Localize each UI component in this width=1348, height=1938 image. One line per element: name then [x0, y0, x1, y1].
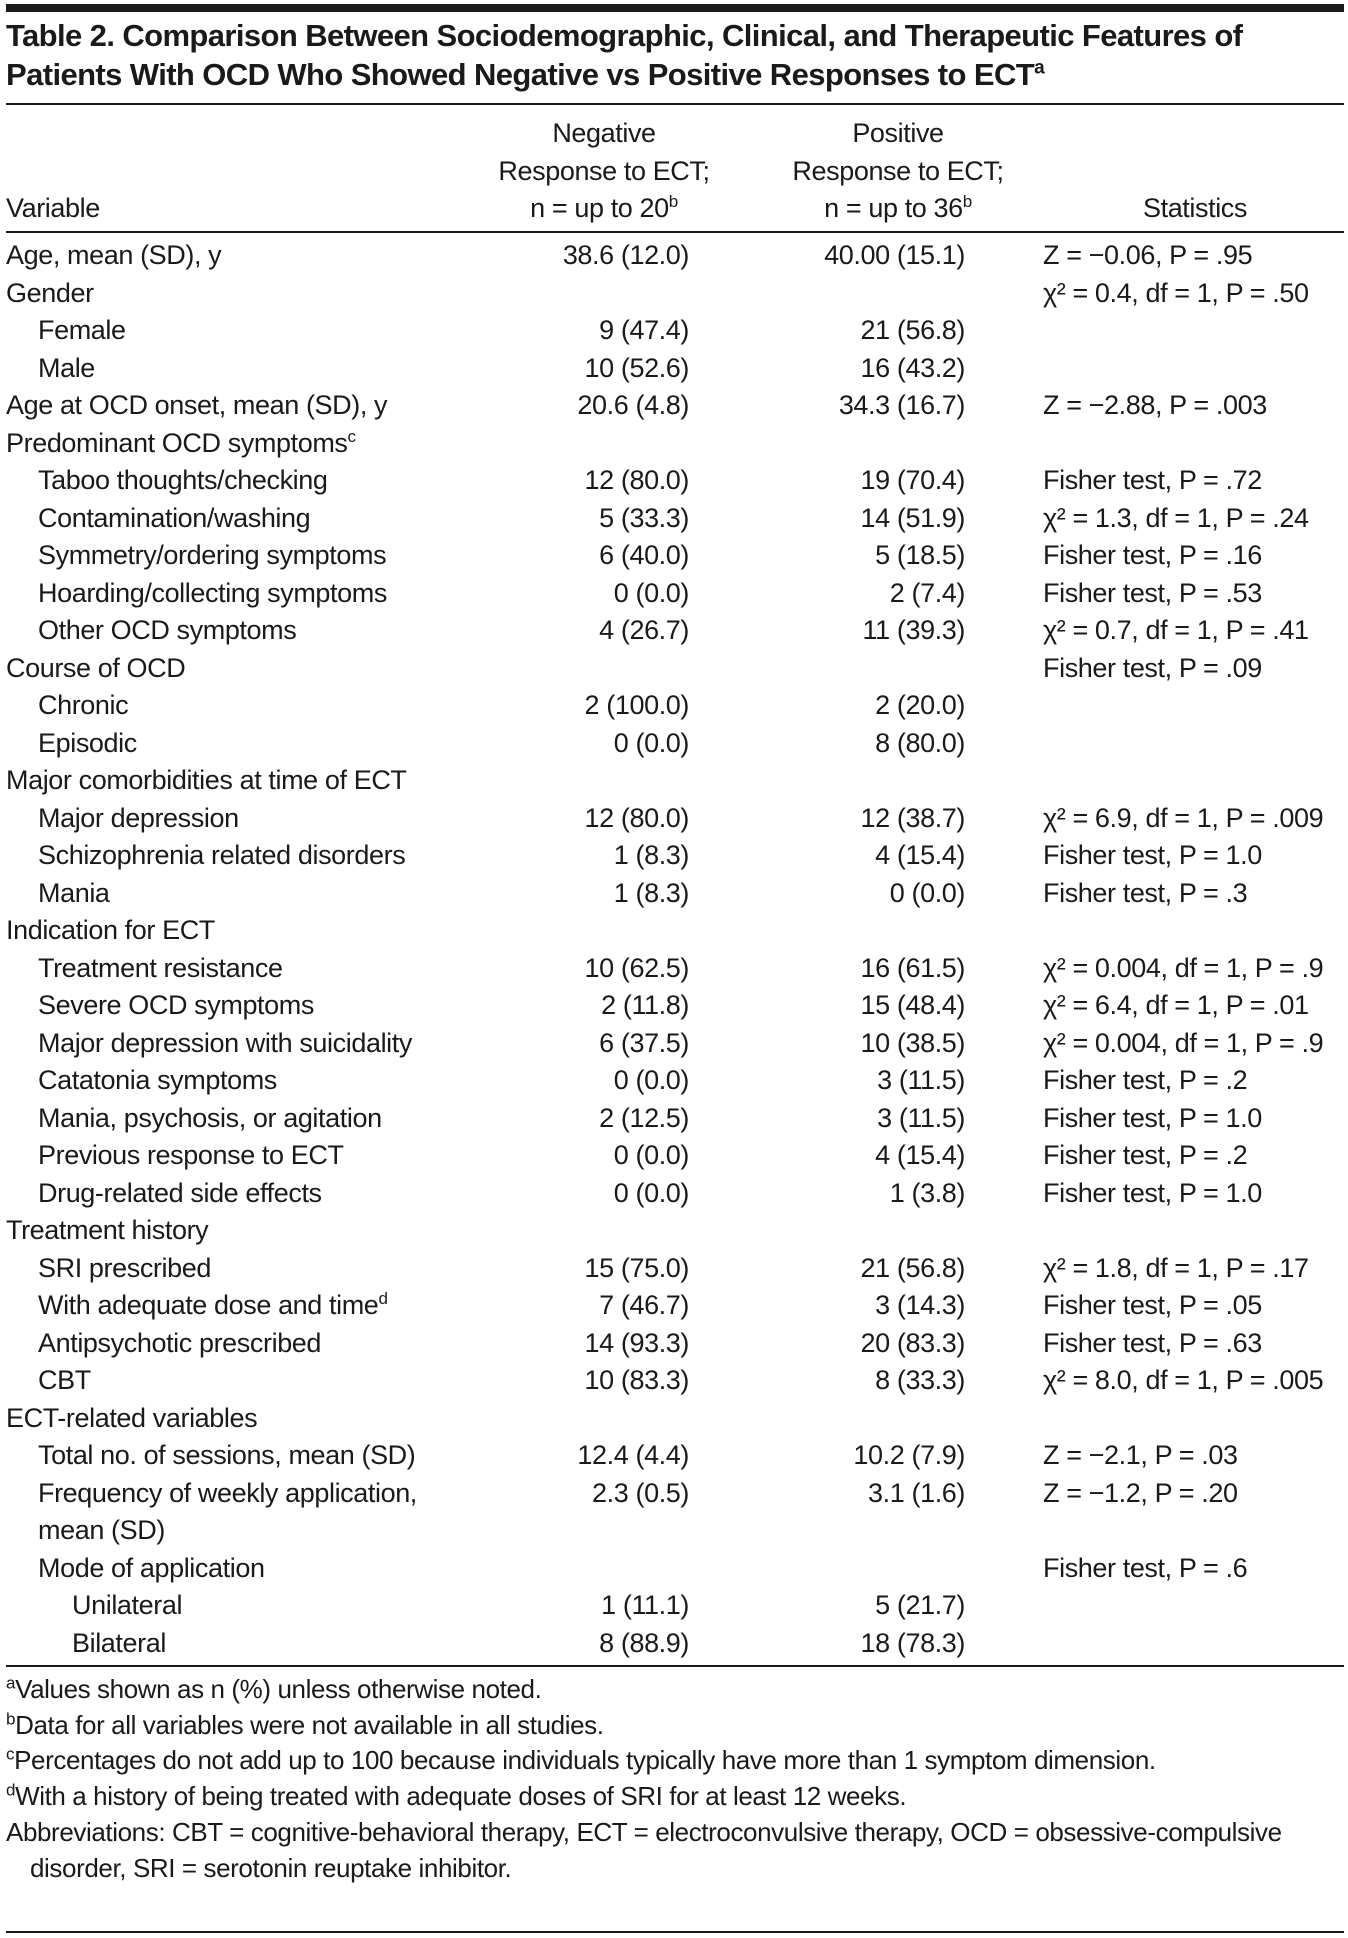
- positive-response-value: 0 (0.0): [889, 877, 965, 908]
- row-label-text: Taboo thoughts/checking: [38, 465, 328, 495]
- row-label: [38, 987, 314, 1025]
- row-label: [38, 575, 387, 613]
- table-row: [0, 462, 1348, 500]
- row-label-text: Drug-related side effects: [38, 1177, 322, 1208]
- row-label: [38, 462, 328, 500]
- negative-response-value: 12 (80.0): [584, 465, 689, 495]
- statistics-value: χ² = 0.7, df = 1, P = .41: [1043, 615, 1309, 645]
- row-label-text: Antipsychotic prescribed: [38, 1327, 322, 1358]
- row-label: [38, 1175, 322, 1213]
- table-row: [0, 1362, 1348, 1400]
- row-label: [6, 237, 221, 275]
- row-label: [38, 1475, 458, 1550]
- footnote: [6, 1708, 1336, 1744]
- negative-response-value: 1 (8.3): [613, 877, 689, 908]
- row-label-text: Major depression with suicidality: [38, 1027, 412, 1058]
- negative-response-value: 10 (83.3): [584, 1365, 689, 1395]
- footnote-text: Percentages do not add up to 100 because individuals typically have more than 1 symptom dimension.: [14, 1745, 1156, 1776]
- row-label: [38, 1250, 211, 1288]
- header-variable: Variable: [6, 193, 100, 223]
- positive-response-value: 16 (43.2): [860, 352, 965, 383]
- row-label: [38, 837, 405, 875]
- table-row: [0, 1287, 1348, 1325]
- table-row: [0, 1137, 1348, 1175]
- footnote-mark: a: [6, 1673, 16, 1693]
- table-row: [0, 1437, 1348, 1475]
- positive-response-value: 5 (21.7): [875, 1590, 965, 1620]
- footnote: [6, 1779, 1336, 1815]
- positive-response-value: 1 (3.8): [889, 1177, 965, 1208]
- statistics-value: Fisher test, P = .6: [1043, 1552, 1248, 1583]
- title-text: Table 2. Comparison Between Sociodemographic, Clinical, and Therapeutic Features of Patients With OCD Who Showed Negative vs Positive Responses to ECT: [6, 18, 1243, 92]
- statistics-value: χ² = 6.9, df = 1, P = .009: [1043, 802, 1324, 833]
- row-label: [6, 387, 387, 425]
- table-row: [0, 1587, 1348, 1625]
- statistics-value: Fisher test, P = .63: [1043, 1327, 1262, 1358]
- table-row: [0, 1025, 1348, 1063]
- table-row: [0, 500, 1348, 538]
- header-negative-line1: Negative: [552, 118, 656, 148]
- positive-response-value: 21 (56.8): [860, 1252, 965, 1283]
- negative-response-value: 14 (93.3): [584, 1327, 689, 1358]
- row-label-text: Schizophrenia related disorders: [38, 840, 406, 870]
- negative-response-value: 0 (0.0): [613, 727, 689, 758]
- footnote-text: Values shown as n (%) unless otherwise noted.: [15, 1674, 542, 1704]
- row-label: [72, 1625, 166, 1663]
- table-row: [0, 875, 1348, 913]
- statistics-value: Fisher test, P = .05: [1043, 1290, 1262, 1320]
- row-label-text: Catatonia symptoms: [38, 1065, 277, 1095]
- table-row: [0, 1250, 1348, 1288]
- statistics-value: χ² = 0.4, df = 1, P = .50: [1043, 277, 1309, 308]
- positive-response-value: 34.3 (16.7): [838, 390, 965, 420]
- negative-response-value: 2.3 (0.5): [592, 1477, 689, 1508]
- row-label-text: SRI prescribed: [38, 1252, 211, 1283]
- table-row: [0, 1100, 1348, 1138]
- footnote: [6, 1672, 1336, 1708]
- positive-response-value: 16 (61.5): [860, 952, 965, 983]
- header-negative-line2: Response to ECT;: [498, 155, 710, 186]
- positive-response-value: 2 (7.4): [889, 577, 965, 608]
- row-label-text: Total no. of sessions, mean (SD): [38, 1440, 416, 1470]
- header-positive-n: n = up to 36: [824, 193, 963, 223]
- negative-response-value: 6 (37.5): [599, 1027, 689, 1058]
- table-row: [0, 1625, 1348, 1663]
- positive-response-value: 19 (70.4): [860, 465, 965, 495]
- row-label-text: Mania, psychosis, or agitation: [38, 1102, 382, 1133]
- footnote-text: Data for all variables were not available in all studies.: [15, 1709, 604, 1740]
- positive-response-value: 15 (48.4): [860, 990, 965, 1020]
- title-footnote-mark: a: [1034, 57, 1045, 79]
- negative-response-value: 9 (47.4): [599, 315, 689, 345]
- table-row: [0, 237, 1348, 275]
- row-label: [38, 687, 128, 725]
- row-label: [6, 1400, 257, 1438]
- statistics-value: Fisher test, P = 1.0: [1043, 1102, 1262, 1133]
- row-label: [38, 1100, 382, 1138]
- row-label: [38, 1287, 388, 1325]
- table-row: [0, 687, 1348, 725]
- negative-response-value: 6 (40.0): [599, 540, 689, 570]
- statistics-value: Fisher test, P = .16: [1043, 540, 1262, 570]
- row-label-text: Chronic: [38, 690, 129, 720]
- footnote-text: Abbreviations: CBT = cognitive-behavioral therapy, ECT = electroconvulsive therapy, OCD = obsessive-compulsive disorder, SRI = serotonin reuptake inhibitor.: [6, 1816, 1282, 1883]
- negative-response-value: 8 (88.9): [599, 1627, 689, 1658]
- positive-response-value: 4 (15.4): [875, 840, 965, 870]
- positive-response-value: 3.1 (1.6): [868, 1477, 965, 1508]
- header-negative-n: n = up to 20: [530, 193, 669, 223]
- row-label-text: Treatment resistance: [38, 952, 283, 983]
- positive-response-value: 3 (11.5): [877, 1065, 965, 1095]
- table-row: [0, 612, 1348, 650]
- row-label: [38, 1437, 415, 1475]
- negative-response-value: 0 (0.0): [613, 1177, 689, 1208]
- table-row: [0, 1325, 1348, 1363]
- row-label-text: Symmetry/ordering symptoms: [38, 540, 387, 570]
- negative-response-value: 2 (12.5): [599, 1102, 689, 1133]
- negative-response-value: 10 (62.5): [584, 952, 689, 983]
- footnote-mark: d: [6, 1780, 16, 1800]
- footnote-text: With a history of being treated with adequate doses of SRI for at least 12 weeks.: [15, 1781, 907, 1812]
- table-row: [0, 837, 1348, 875]
- statistics-value: χ² = 8.0, df = 1, P = .005: [1043, 1365, 1324, 1395]
- row-label-text: Age, mean (SD), y: [6, 240, 222, 270]
- table-row: [0, 1175, 1348, 1213]
- statistics-value: χ² = 1.3, df = 1, P = .24: [1043, 502, 1309, 533]
- header-rule: [6, 231, 1344, 233]
- row-label: [38, 1025, 412, 1063]
- row-label-text: Bilateral: [72, 1627, 166, 1658]
- positive-response-value: 4 (15.4): [875, 1140, 965, 1170]
- row-label: [38, 500, 310, 538]
- row-label: [38, 1062, 277, 1100]
- title-rule: [6, 103, 1344, 105]
- row-label-text: Other OCD symptoms: [38, 615, 297, 645]
- row-label-text: Mode of application: [38, 1552, 265, 1583]
- statistics-value: Fisher test, P = 1.0: [1043, 1177, 1262, 1208]
- row-label: [6, 275, 94, 313]
- table-row: [0, 987, 1348, 1025]
- negative-response-value: 0 (0.0): [613, 1065, 689, 1095]
- row-label-text: Contamination/washing: [38, 502, 311, 533]
- table-title: [6, 16, 1346, 94]
- negative-response-value: 38.6 (12.0): [562, 240, 689, 270]
- footnote-mark: c: [347, 426, 356, 446]
- negative-response-value: 7 (46.7): [599, 1290, 689, 1320]
- table-row: [0, 312, 1348, 350]
- negative-response-value: 5 (33.3): [599, 502, 689, 533]
- statistics-value: χ² = 6.4, df = 1, P = .01: [1043, 990, 1309, 1020]
- footnote-mark: b: [6, 1709, 16, 1729]
- row-label: [38, 800, 239, 838]
- table-row: [0, 800, 1348, 838]
- table-row: [0, 762, 1348, 800]
- row-label: [6, 425, 356, 463]
- row-label-text: Hoarding/collecting symptoms: [38, 577, 387, 608]
- row-label: [38, 1137, 344, 1175]
- row-label-text: Frequency of weekly application, mean (SD): [38, 1477, 417, 1545]
- header-positive: [778, 115, 1018, 228]
- row-label: [6, 650, 185, 688]
- statistics-value: χ² = 0.004, df = 1, P = .9: [1043, 1027, 1324, 1058]
- row-label-text: Previous response to ECT: [38, 1140, 344, 1170]
- negative-response-value: 0 (0.0): [613, 1140, 689, 1170]
- statistics-value: Fisher test, P = .09: [1043, 652, 1262, 683]
- footnotes: [6, 1672, 1336, 1886]
- statistics-value: Fisher test, P = .72: [1043, 465, 1262, 495]
- statistics-value: Fisher test, P = 1.0: [1043, 840, 1262, 870]
- row-label: [38, 875, 110, 913]
- table-row: [0, 387, 1348, 425]
- bottom-rule: [6, 1931, 1344, 1933]
- row-label-text: Severe OCD symptoms: [38, 990, 314, 1020]
- row-label-text: Course of OCD: [6, 652, 186, 683]
- row-label-text: Male: [38, 352, 95, 383]
- footnote-mark: c: [6, 1744, 15, 1764]
- negative-response-value: 10 (52.6): [584, 352, 689, 383]
- row-label-text: ECT-related variables: [6, 1402, 258, 1433]
- row-label: [38, 1362, 91, 1400]
- negative-response-value: 15 (75.0): [584, 1252, 689, 1283]
- statistics-value: Fisher test, P = .53: [1043, 577, 1262, 608]
- row-label: [38, 1550, 265, 1588]
- positive-response-value: 8 (33.3): [875, 1365, 965, 1395]
- row-label: [38, 725, 137, 763]
- header-positive-line2: Response to ECT;: [792, 155, 1004, 186]
- top-rule: [6, 4, 1344, 12]
- table-row: [0, 275, 1348, 313]
- table-row: [0, 1550, 1348, 1588]
- table-row: [0, 725, 1348, 763]
- statistics-value: Fisher test, P = .3: [1043, 877, 1248, 908]
- row-label: [38, 1325, 321, 1363]
- statistics-value: Z = −1.2, P = .20: [1043, 1477, 1238, 1508]
- positive-response-value: 14 (51.9): [860, 502, 965, 533]
- negative-response-value: 1 (11.1): [601, 1590, 689, 1620]
- table-row: [0, 1212, 1348, 1250]
- positive-response-value: 40.00 (15.1): [824, 240, 965, 270]
- row-label-text: Treatment history: [6, 1215, 209, 1245]
- table-row: [0, 575, 1348, 613]
- table-row: [0, 650, 1348, 688]
- footnote-mark: b: [962, 192, 972, 211]
- table-row: [0, 350, 1348, 388]
- table-row: [0, 1062, 1348, 1100]
- row-label-text: CBT: [38, 1365, 91, 1395]
- negative-response-value: 1 (8.3): [613, 840, 689, 870]
- table-row: [0, 950, 1348, 988]
- positive-response-value: 20 (83.3): [860, 1327, 965, 1358]
- table-row: [0, 912, 1348, 950]
- row-label-text: Major depression: [38, 802, 239, 833]
- row-label-text: Major comorbidities at time of ECT: [6, 765, 407, 795]
- statistics-value: Fisher test, P = .2: [1043, 1065, 1248, 1095]
- statistics-value: χ² = 1.8, df = 1, P = .17: [1043, 1252, 1309, 1283]
- row-label: [72, 1587, 182, 1625]
- row-label: [6, 762, 407, 800]
- positive-response-value: 11 (39.3): [862, 615, 965, 645]
- positive-response-value: 10.2 (7.9): [853, 1440, 965, 1470]
- table-body: [0, 237, 1348, 1662]
- row-label-text: Female: [38, 315, 126, 345]
- row-label-text: Mania: [38, 877, 110, 908]
- positive-response-value: 18 (78.3): [860, 1627, 965, 1658]
- row-label-text: Unilateral: [72, 1590, 183, 1620]
- row-label: [38, 350, 95, 388]
- table-row: [0, 425, 1348, 463]
- row-label-text: With adequate dose and time: [38, 1290, 379, 1320]
- row-label: [38, 537, 386, 575]
- row-label-text: Gender: [6, 277, 94, 308]
- footnote: [6, 1815, 1336, 1886]
- positive-response-value: 3 (14.3): [875, 1290, 965, 1320]
- negative-response-value: 2 (11.8): [601, 990, 689, 1020]
- statistics-value: Z = −2.1, P = .03: [1043, 1440, 1238, 1470]
- table-bottom-rule: [6, 1665, 1344, 1667]
- statistics-value: Z = −0.06, P = .95: [1043, 240, 1253, 270]
- positive-response-value: 10 (38.5): [860, 1027, 965, 1058]
- statistics-value: Z = −2.88, P = .003: [1043, 390, 1267, 420]
- row-label-text: Predominant OCD symptoms: [6, 427, 348, 458]
- positive-response-value: 5 (18.5): [875, 540, 965, 570]
- table-row: [0, 537, 1348, 575]
- header-positive-line1: Positive: [852, 118, 944, 148]
- header-negative: [484, 115, 724, 228]
- row-label: [6, 1212, 208, 1250]
- statistics-value: χ² = 0.004, df = 1, P = .9: [1043, 952, 1324, 983]
- header-statistics: Statistics: [1142, 193, 1248, 223]
- negative-response-value: 4 (26.7): [599, 615, 689, 645]
- negative-response-value: 12 (80.0): [584, 802, 689, 833]
- footnote: [6, 1743, 1336, 1779]
- positive-response-value: 3 (11.5): [877, 1102, 965, 1133]
- header-negative-line3: [484, 190, 724, 228]
- footnote-mark: b: [668, 192, 678, 211]
- row-label-text: Age at OCD onset, mean (SD), y: [6, 390, 388, 420]
- row-label-text: Indication for ECT: [6, 915, 215, 945]
- footnote-mark: d: [378, 1289, 388, 1308]
- negative-response-value: 0 (0.0): [613, 577, 689, 608]
- table-row: [0, 1400, 1348, 1438]
- positive-response-value: 2 (20.0): [875, 690, 965, 720]
- negative-response-value: 20.6 (4.8): [577, 390, 689, 420]
- positive-response-value: 12 (38.7): [860, 802, 965, 833]
- positive-response-value: 8 (80.0): [875, 727, 965, 758]
- row-label-text: Episodic: [38, 727, 137, 758]
- table-row: [0, 1475, 1348, 1550]
- statistics-value: Fisher test, P = .2: [1043, 1140, 1248, 1170]
- row-label: [6, 912, 215, 950]
- row-label: [38, 950, 283, 988]
- row-label: [38, 312, 126, 350]
- negative-response-value: 2 (100.0): [584, 690, 689, 720]
- header-positive-line3: [778, 190, 1018, 228]
- positive-response-value: 21 (56.8): [860, 315, 965, 345]
- row-label: [38, 612, 296, 650]
- negative-response-value: 12.4 (4.4): [577, 1440, 689, 1470]
